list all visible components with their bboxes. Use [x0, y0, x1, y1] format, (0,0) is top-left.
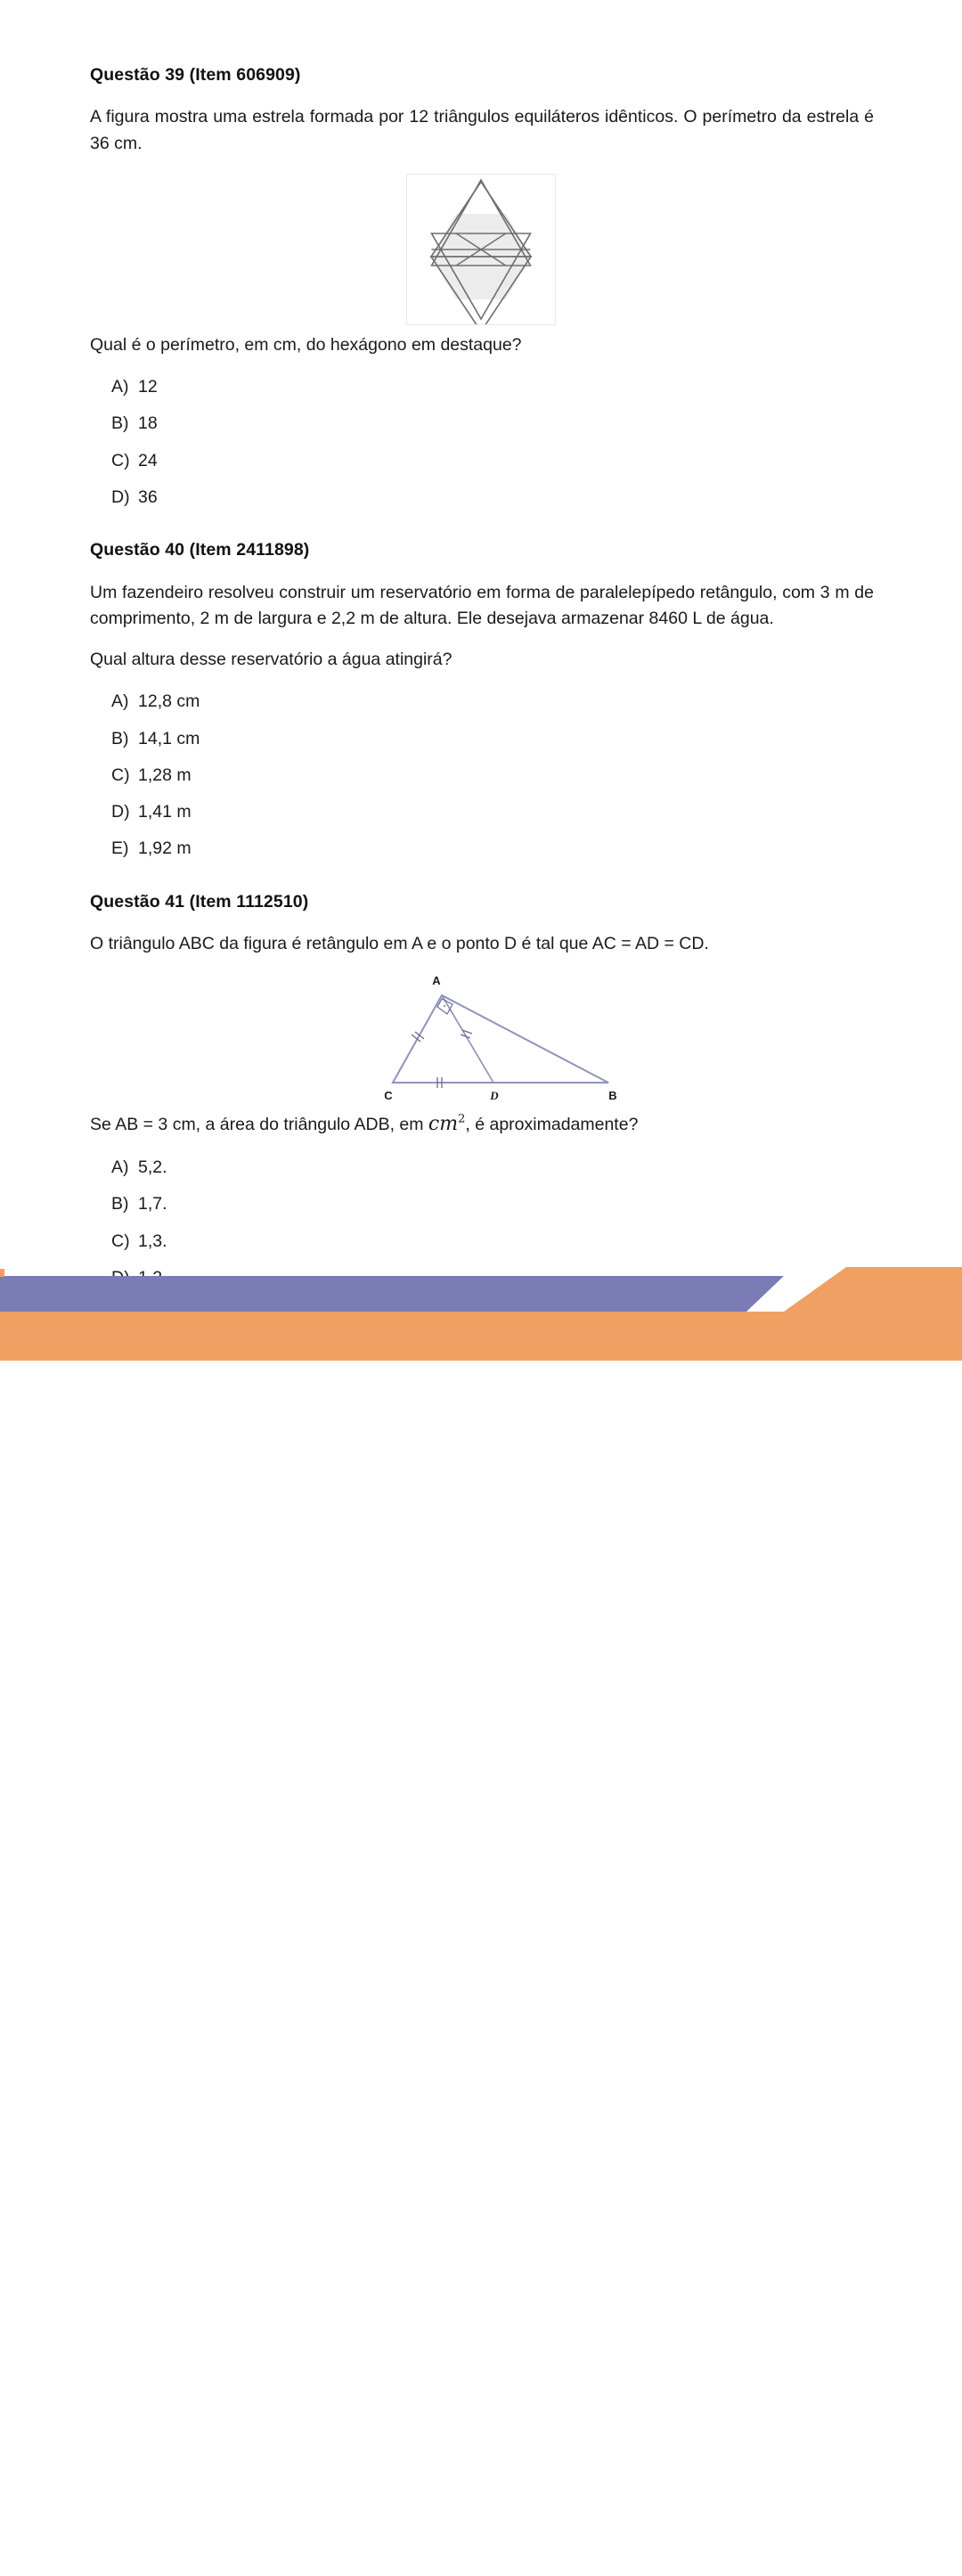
question-39-figure-container — [90, 174, 874, 332]
option-text: 18 — [138, 413, 158, 434]
question-41 — [90, 891, 874, 1296]
option-item[interactable] — [90, 830, 874, 867]
question-40-options — [90, 683, 874, 867]
option-text: 1,7. — [138, 1194, 167, 1214]
option-letter: A) — [111, 377, 129, 397]
triangle-abc-outline — [393, 995, 608, 1083]
question-41-heading: Questão 41 (Item 1112510) — [90, 891, 309, 912]
option-item[interactable] — [90, 1186, 874, 1223]
option-text: 1,3. — [138, 1231, 167, 1251]
option-letter: B) — [111, 1194, 129, 1214]
option-letter: C) — [111, 450, 130, 470]
question-41-prompt-after: , é aproximadamente? — [465, 1114, 639, 1134]
option-item[interactable] — [90, 757, 874, 794]
footer-left-sliver — [0, 1269, 4, 1277]
option-letter: B) — [111, 413, 129, 434]
section-spacer — [90, 868, 874, 891]
option-text: 14,1 cm — [138, 728, 200, 748]
option-item[interactable] — [90, 479, 874, 516]
page-footer — [0, 1256, 962, 2575]
option-text: 12,8 cm — [138, 691, 200, 712]
question-39-heading: Questão 39 (Item 606909) — [90, 65, 301, 85]
question-39-prompt: Qual é o perímetro, em cm, do hexágono em destaque? — [90, 334, 522, 355]
paragraph-gap — [90, 633, 874, 647]
question-39-options — [90, 369, 874, 516]
question-39-statement: A figura mostra uma estrela formada por 12 triângulos equiláteros idênticos. O perímetro da estrela é 36 cm. — [90, 107, 874, 153]
hexagram-star-figure — [406, 174, 556, 325]
question-41-prompt — [90, 1109, 874, 1139]
option-item[interactable] — [90, 721, 874, 757]
question-41-figure-container — [90, 967, 874, 1109]
question-39 — [90, 64, 874, 516]
question-40-prompt: Qual altura desse reservatório a água atingirá? — [90, 649, 452, 669]
option-text: 5,2. — [138, 1157, 167, 1178]
option-letter: B) — [111, 728, 129, 748]
question-40-statement: Um fazendeiro resolveu construir um reservatório em forma de paralelepípedo retângulo, com 3 m de comprimento, 2 m de largura e 2,2 m de altura. Ele desejava armazenar 8460 L de água. — [90, 582, 874, 629]
option-text: 36 — [138, 487, 158, 507]
page-number: 95 — [834, 2548, 860, 2575]
option-text: 24 — [138, 450, 158, 470]
question-40 — [90, 539, 874, 867]
option-item[interactable] — [90, 405, 874, 442]
option-text: 12 — [138, 377, 158, 397]
option-letter: E) — [111, 838, 129, 859]
unit-cm: cm — [428, 1112, 459, 1135]
question-41-statement: O triângulo ABC da figura é retângulo em A e o ponto D é tal que AC = AD = CD. — [90, 934, 709, 954]
right-triangle-abc-figure — [366, 967, 624, 1105]
option-text: 1,92 m — [138, 838, 192, 859]
option-letter: D) — [111, 487, 130, 507]
unit-exponent: 2 — [458, 1112, 466, 1126]
option-item[interactable] — [90, 794, 874, 830]
footer-purple-band — [0, 1276, 784, 1312]
vertex-label-a: A — [432, 973, 441, 987]
option-item[interactable] — [90, 443, 874, 479]
vertex-label-c: C — [384, 1088, 393, 1102]
option-letter: A) — [111, 691, 129, 712]
page-content — [90, 64, 874, 1296]
option-letter: C) — [111, 765, 130, 785]
vertex-label-b: B — [608, 1088, 617, 1102]
option-letter: C) — [111, 1231, 130, 1251]
option-item[interactable] — [90, 369, 874, 405]
option-letter: D) — [111, 802, 130, 822]
option-letter: A) — [111, 1157, 129, 1178]
right-triangle-abc-svg — [366, 967, 624, 1105]
hexagram-star-svg — [407, 175, 555, 324]
option-text: 1,28 m — [138, 765, 192, 785]
unit-cm-squared — [428, 1113, 465, 1135]
section-spacer — [90, 516, 874, 539]
question-41-prompt-before: Se AB = 3 cm, a área do triângulo ADB, em — [90, 1114, 428, 1134]
footer-decoration-svg — [0, 1256, 962, 1361]
option-item[interactable] — [90, 1223, 874, 1260]
vertex-label-d: D — [490, 1088, 499, 1102]
option-item[interactable] — [90, 1149, 874, 1186]
right-angle-dot-icon — [444, 1005, 445, 1007]
question-40-heading: Questão 40 (Item 2411898) — [90, 540, 310, 560]
option-text: 1,41 m — [138, 802, 192, 822]
option-item[interactable] — [90, 683, 874, 720]
